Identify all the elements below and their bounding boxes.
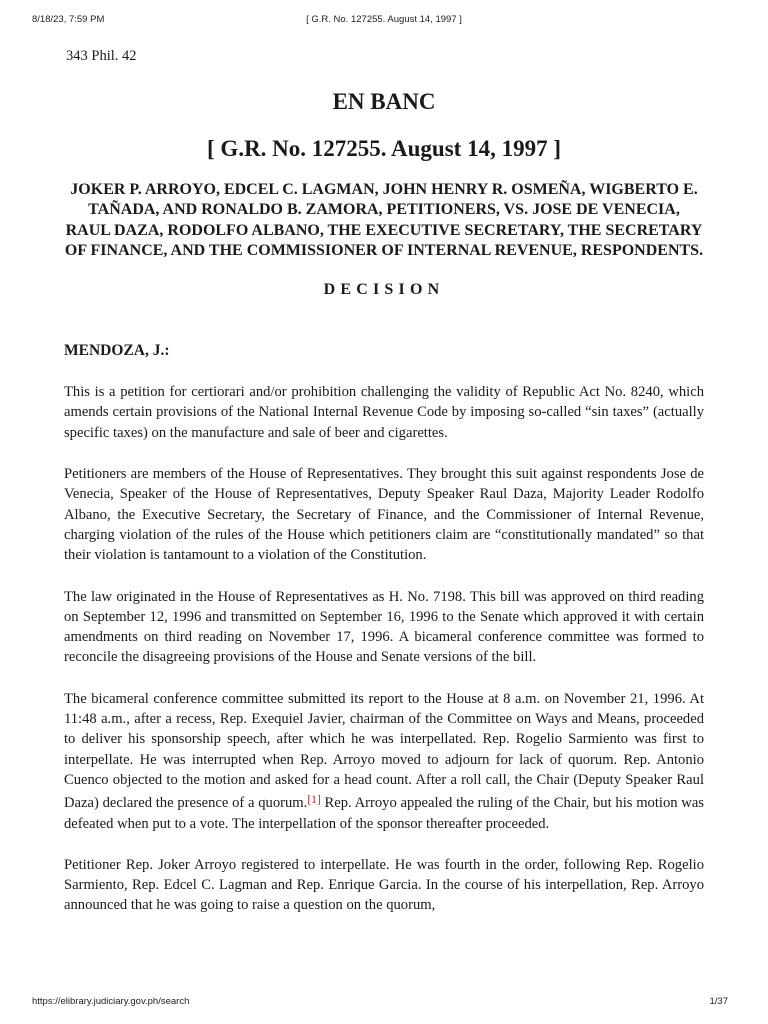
print-footer — [0, 996, 768, 1010]
print-header — [0, 14, 768, 28]
division-heading: EN BANC — [332, 89, 436, 114]
page-indicator: 1/37 — [709, 996, 728, 1007]
decision-document — [64, 46, 704, 916]
print-page-title: [ G.R. No. 127255. August 14, 1997 ] — [306, 14, 462, 25]
paragraph-4-text-after: Rep. Arroyo appealed the ruling of the Chair, but his motion was defeated when put to a vote. The interpellation of the sponsor thereafter proceeded. — [64, 795, 704, 832]
citation: 343 Phil. 42 — [66, 48, 137, 64]
print-url: https://elibrary.judiciary.gov.ph/search — [32, 996, 190, 1007]
print-datetime: 8/18/23, 7:59 PM — [32, 14, 105, 25]
case-number: [ G.R. No. 127255. August 14, 1997 ] — [207, 136, 561, 161]
paragraph-1: This is a petition for certiorari and/or prohibition challenging the validity of Republic Act No. 8240, which amends certain provisions of the National Internal Revenue Code by imposing so-called “sin taxes” (actually specific taxes) on the manufacture and sale of beer and cigarettes. — [64, 384, 704, 441]
paragraph-3: The law originated in the House of Representatives as H. No. 7198. This bill was approved on third reading on September 12, 1996 and transmitted on September 16, 1996 to the Senate which approved it with certain amendments on third reading on November 17, 1996. A bicameral conference committee was formed to reconcile the disagreeing provisions of the House and Senate versions of the bill. — [64, 588, 704, 666]
paragraph-4-text-before: The bicameral conference committee submitted its report to the House at 8 a.m. on November 21, 1996. At 11:48 a.m., after a recess, Rep. Exequiel Javier, chairman of the Committee on Ways and Means, proceeded to deliver his sponsorship speech, after which he was interpellated. Rep. Rogelio Sarmiento was first to interpellate. He was interrupted when Rep. Arroyo moved to adjourn for lack of quorum. Rep. Antonio Cuenco objected to the motion and asked for a head count. After a roll call, the Chair (Deputy Speaker Raul Daza) declared the presence of a quorum. — [64, 690, 704, 812]
paragraph-4 — [64, 689, 704, 834]
footnote-link-1[interactable]: [1] — [307, 794, 321, 807]
decision-heading: DECISION — [323, 281, 445, 299]
ponente: MENDOZA, J.: — [64, 342, 170, 360]
case-parties: JOKER P. ARROYO, EDCEL C. LAGMAN, JOHN HENRY R. OSMEÑA, WIGBERTO E. TAÑADA, AND RONALDO B. ZAMORA, PETITIONERS, VS. JOSE DE VENECIA, RAUL DAZA, RODOLFO ALBANO, THE EXECUTIVE SECRETARY, THE SECRETARY OF FINANCE, AND THE COMMISSIONER OF INTERNAL REVENUE, RESPONDENTS. — [64, 181, 704, 259]
paragraph-2: Petitioners are members of the House of Representatives. They brought this suit against respondents Jose de Venecia, Speaker of the House of Representatives, Deputy Speaker Raul Daza, Majority Leader Rodolfo Albano, the Executive Secretary, the Secretary of Finance, and the Commissioner of Internal Revenue, charging violation of the rules of the House which petitioners claim are “constitutionally mandated” so that their violation is tantamount to a violation of the Constitution. — [64, 466, 704, 564]
paragraph-5: Petitioner Rep. Joker Arroyo registered to interpellate. He was fourth in the order, following Rep. Rogelio Sarmiento, Rep. Edcel C. Lagman and Rep. Enrique Garcia. In the course of his interpellation, Rep. Arroyo announced that he was going to raise a question on the quorum, — [64, 856, 704, 914]
